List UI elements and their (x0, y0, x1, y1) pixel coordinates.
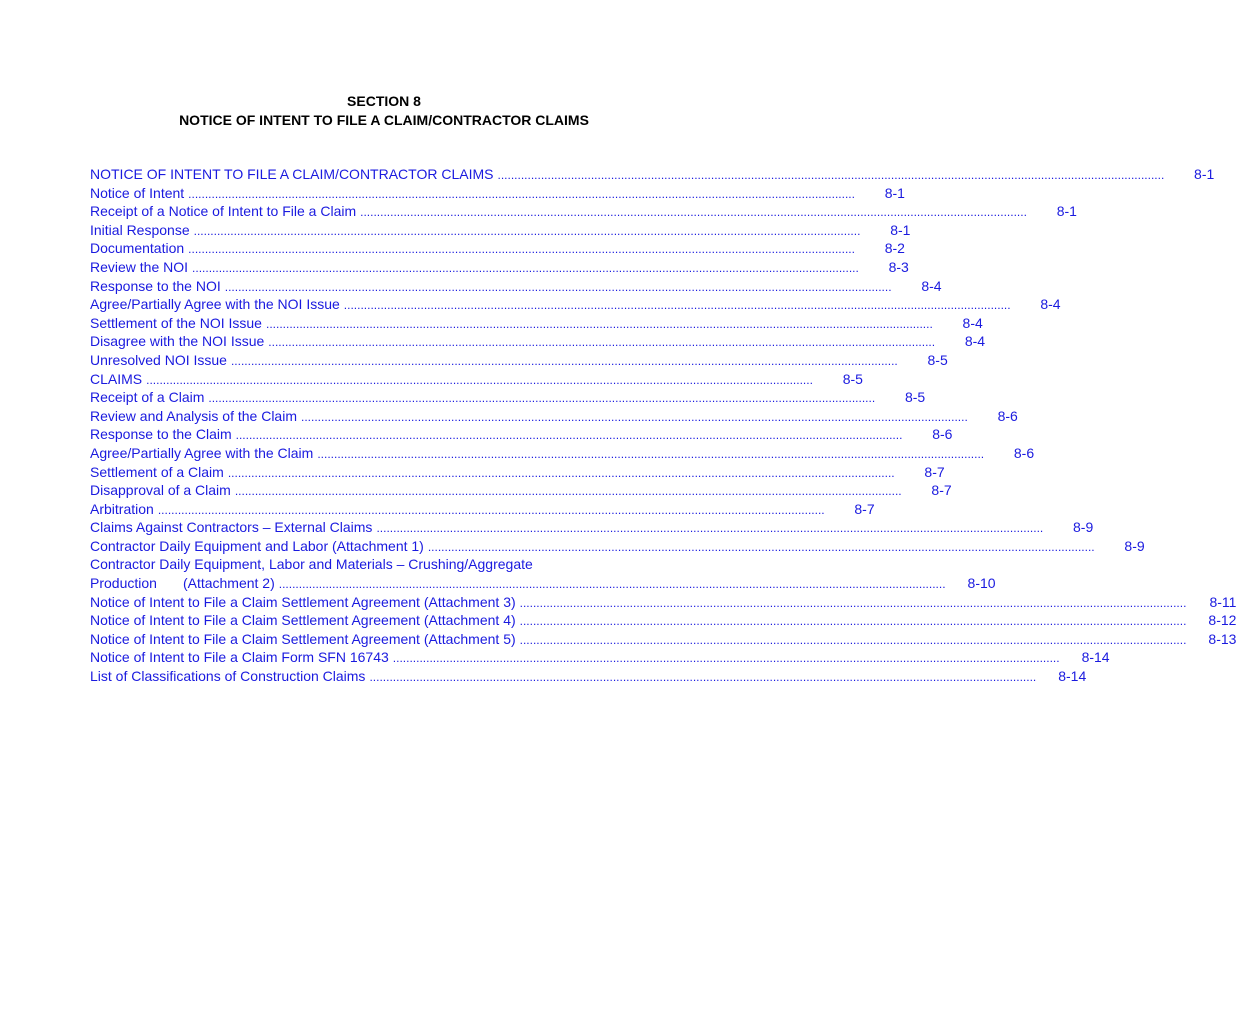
toc-entry-title (90, 574, 275, 593)
dot-leader: ........................................................................................................................................................................................................ (268, 335, 936, 350)
toc-entry-title: Agree/Partially Agree with the NOI Issue (90, 296, 340, 313)
toc-link-attachment-3[interactable] (90, 593, 1236, 612)
dot-leader: ........................................................................................................................................................................................................ (301, 409, 968, 424)
toc-link-review-analysis-claim[interactable] (90, 407, 1018, 426)
toc-link-disagree-noi-issue[interactable] (90, 332, 986, 351)
toc-link-settlement-noi-issue[interactable] (90, 314, 983, 333)
toc-entry-title-part: Production (90, 575, 157, 592)
toc-entry-page: 8-13 (1208, 630, 1236, 647)
dot-leader: ........................................................................................................................................................................................................ (192, 260, 859, 275)
dot-leader: ........................................................................................................................................................................................................ (392, 651, 1060, 666)
toc-entry-title: Settlement of the NOI Issue (90, 314, 262, 331)
toc-entry-page: 8-1 (890, 221, 911, 238)
toc-link-agree-noi-issue[interactable] (90, 295, 1061, 314)
toc-entry-page: 8-5 (842, 370, 863, 387)
toc-entry-page: 8-7 (854, 500, 875, 517)
toc-entry-page: 8-4 (964, 333, 986, 350)
dot-leader: ........................................................................................................................................................................................................ (519, 595, 1187, 610)
toc-link-claims-against-contractors[interactable] (90, 518, 1094, 537)
toc-link-review-the-noi[interactable] (90, 258, 909, 277)
toc-link-receipt-of-claim[interactable] (90, 388, 926, 407)
toc-entry-title: Documentation (90, 240, 185, 257)
toc-link-response-to-noi[interactable] (90, 277, 942, 296)
toc-entry-page: 8-9 (1073, 519, 1094, 536)
toc-entry-page: 8-1 (1194, 166, 1215, 182)
dot-leader: ........................................................................................................................................................................................................ (427, 539, 1095, 554)
toc-entry-title: Review the NOI (90, 258, 189, 275)
toc-entry-page: 8-4 (921, 277, 942, 294)
toc-entry-title: Settlement of a Claim (90, 463, 224, 480)
toc-entry-title: Arbitration (90, 500, 154, 517)
dot-leader: ........................................................................................................................................................................................................ (519, 614, 1187, 629)
dot-leader: ........................................................................................................................................................................................................ (208, 391, 876, 406)
dot-leader: ........................................................................................................................................................................................................ (193, 223, 861, 238)
toc-entry-page: 8-1 (884, 184, 905, 201)
toc-link-attachment-1[interactable] (90, 537, 1145, 556)
toc-entry-page: 8-5 (927, 351, 948, 368)
toc-link-initial-response[interactable] (90, 221, 911, 240)
toc-link-receipt-of-noi[interactable] (90, 202, 1077, 221)
toc-link-notice-of-intent-claims[interactable] (90, 165, 1215, 184)
toc-entry-page: 8-14 (1058, 668, 1087, 685)
toc-link-agree-claim[interactable] (90, 444, 1035, 463)
toc-entry-page: 8-3 (888, 258, 909, 275)
toc-entry-page: 8-4 (1040, 296, 1061, 313)
dot-leader: ........................................................................................................................................................................................................ (519, 632, 1187, 647)
toc-entry-page: 8-6 (997, 407, 1018, 424)
toc-entry-title: NOTICE OF INTENT TO FILE A CLAIM/CONTRACTOR CLAIMS (90, 166, 494, 182)
toc-entry-title: Initial Response (90, 221, 190, 238)
dot-leader: ........................................................................................................................................................................................................ (235, 428, 903, 443)
toc-link-notice-of-intent[interactable] (90, 184, 905, 203)
dot-leader: ........................................................................................................................................................................................................ (227, 465, 895, 480)
toc-link-disapproval-of-claim[interactable] (90, 481, 952, 500)
toc-entry-title: Notice of Intent (90, 184, 185, 201)
toc-entry-page: 8-12 (1208, 612, 1236, 629)
toc-entry-title: Receipt of a Claim (90, 389, 205, 406)
toc-entry-page: 8-6 (1013, 444, 1035, 461)
toc-link-unresolved-noi-issue[interactable] (90, 351, 948, 370)
toc-link-attachment-5[interactable] (90, 630, 1236, 649)
toc-entry-title: Notice of Intent to File a Claim Settlement Agreement (Attachment 5) (90, 630, 516, 647)
toc-entry-page: 8-7 (924, 463, 945, 480)
table-of-contents (90, 165, 1236, 686)
toc-entry-page: 8-4 (962, 314, 983, 331)
dot-leader: ........................................................................................................................................................................................................ (497, 168, 1165, 182)
toc-entry-title: Disagree with the NOI Issue (90, 333, 265, 350)
toc-entry-title: Notice of Intent to File a Claim Settlement Agreement (Attachment 4) (90, 612, 516, 629)
toc-link-attachment-2[interactable] (90, 574, 996, 593)
toc-link-attachment-2-line1[interactable] (90, 555, 680, 574)
toc-entry-title-part: (Attachment 2) (182, 575, 275, 592)
toc-entry-title: Contractor Daily Equipment, Labor and Materials – Crushing/Aggregate (90, 556, 533, 573)
dot-leader: ........................................................................................................................................................................................................ (188, 186, 855, 201)
dot-leader: ........................................................................................................................................................................................................ (230, 353, 898, 368)
toc-entry-title: Notice of Intent to File a Claim Settlement Agreement (Attachment 3) (90, 593, 516, 610)
toc-entry-title: Disapproval of a Claim (90, 482, 231, 499)
toc-entry-page: 8-1 (1056, 203, 1077, 220)
toc-link-settlement-of-claim[interactable] (90, 463, 945, 482)
toc-link-classifications[interactable] (90, 667, 1087, 686)
dot-leader: ........................................................................................................................................................................................................ (146, 372, 813, 387)
dot-leader: ........................................................................................................................................................................................................ (224, 279, 892, 294)
dot-leader: ........................................................................................................................................................................................................ (278, 577, 946, 592)
dot-leader: ........................................................................................................................................................................................................ (376, 521, 1044, 536)
toc-entry-page: 8-11 (1209, 593, 1236, 610)
toc-link-claims[interactable] (90, 370, 863, 389)
toc-link-documentation[interactable] (90, 239, 905, 258)
toc-entry-title: List of Classifications of Construction Claims (90, 668, 366, 685)
dot-leader: ........................................................................................................................................................................................................ (343, 298, 1011, 313)
toc-link-sfn-16743[interactable] (90, 648, 1110, 667)
dot-leader: ........................................................................................................................................................................................................ (317, 446, 985, 461)
toc-entry-title: Contractor Daily Equipment and Labor (Attachment 1) (90, 537, 424, 554)
toc-link-response-to-claim[interactable] (90, 425, 953, 444)
toc-entry-page: 8-6 (932, 426, 953, 443)
toc-entry-title: CLAIMS (90, 370, 143, 387)
toc-entry-title: Receipt of a Notice of Intent to File a Claim (90, 203, 357, 220)
dot-leader: ........................................................................................................................................................................................................ (234, 484, 902, 499)
toc-entry-title: Response to the NOI (90, 277, 221, 294)
dot-leader: ........................................................................................................................................................................................................ (188, 242, 855, 257)
toc-link-attachment-4[interactable] (90, 611, 1236, 630)
dot-leader: ........................................................................................................................................................................................................ (360, 205, 1027, 220)
toc-entry-page: 8-5 (904, 389, 926, 406)
dot-leader: ........................................................................................................................................................................................................ (265, 316, 933, 331)
section-title: NOTICE OF INTENT TO FILE A CLAIM/CONTRACTOR CLAIMS (179, 112, 589, 128)
toc-entry-title: Response to the Claim (90, 426, 232, 443)
dot-leader: ........................................................................................................................................................................................................ (369, 670, 1037, 685)
toc-entry-title: Review and Analysis of the Claim (90, 407, 297, 424)
toc-entry-title: Claims Against Contractors – External Claims (90, 519, 373, 536)
toc-entry-title: Notice of Intent to File a Claim Form SFN 16743 (90, 649, 389, 666)
toc-entry-page: 8-10 (967, 575, 996, 592)
toc-entry-title: Agree/Partially Agree with the Claim (90, 444, 314, 461)
section-number: SECTION 8 (347, 93, 421, 109)
toc-entry-page: 8-7 (931, 482, 952, 499)
toc-link-arbitration[interactable] (90, 500, 875, 519)
toc-entry-page: 8-9 (1124, 537, 1145, 554)
toc-entry-page: 8-14 (1081, 649, 1110, 666)
toc-entry-title: Unresolved NOI Issue (90, 351, 227, 368)
dot-leader: ........................................................................................................................................................................................................ (157, 502, 825, 517)
toc-entry-page: 8-2 (884, 240, 905, 257)
